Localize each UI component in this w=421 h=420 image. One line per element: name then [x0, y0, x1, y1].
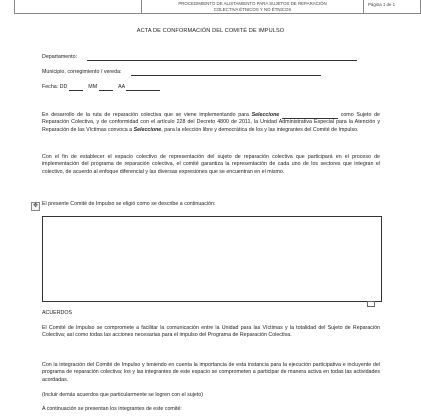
header-procedure-line1: PROCEDIMIENTO DE ALISTAMIENTO PARA SUJETOS DE REPARACIÓN — [178, 1, 327, 6]
header-procedure-cell — [142, 0, 364, 13]
field-departamento — [42, 54, 357, 61]
field-aa-line[interactable] — [126, 85, 160, 91]
header-table — [14, 0, 421, 14]
paragraph-fin: Con el fin de establecer el espacio colectivo de representación del sujeto de reparación colectiva que participará en el proceso de implementación del programa de reparación colectiva, el comité garantiza la representación de cada uno de los sectores que integran el colectivo, de acuerdo al enfoque diferencial y las diversas expresiones que se encuentran en el mismo. — [42, 154, 380, 175]
acuerdo-4: A continuación se presentan los integrantes de este comité: — [42, 406, 182, 412]
field-municipio-label: Municipio, corregimiento / vereda: — [42, 69, 122, 75]
page-title: ACTA DE CONFORMACIÓN DEL COMITÉ DE IMPULSO — [136, 28, 285, 34]
header-page-number: Página 1 de 1 — [368, 2, 396, 7]
paragraph-intro-part3: , para la elección libre y democrática de los y las integrantes del Comité de Impulso. — [161, 126, 359, 133]
paragraph-intro — [42, 112, 380, 134]
acuerdo-3: (Incluir demás acuerdos que particularmente se logren con el sujeto) — [42, 392, 204, 398]
select-sujeto-field[interactable]: Seleccione — [251, 112, 280, 118]
field-aa-label: AA — [118, 84, 125, 90]
table-resize-handle[interactable] — [367, 301, 375, 307]
field-fecha-label: Fecha: DD — [42, 84, 68, 90]
field-dd-line[interactable] — [69, 85, 83, 91]
header-procedure-line2: COLECTIVA ÉTNICOS Y NO ÉTNICOS — [213, 6, 292, 12]
acuerdos-heading: ACUERDOS — [42, 310, 73, 316]
acuerdo-2: Con la integración del Comité de Impulso y teniendo en cuenta la importancia de esta instancia para la ejecución participativa e incluyente del programa de reparación colectiva; los y las integrantes de este espacio se comprometen a participar de manera activa en todas las actividades acordadas. — [42, 362, 380, 383]
table-move-handle-icon[interactable]: ✥ — [32, 203, 39, 209]
field-fecha — [42, 84, 160, 91]
election-description-box[interactable] — [42, 216, 382, 302]
field-departamento-line[interactable] — [87, 55, 357, 61]
field-departamento-label: Departamento: — [42, 54, 78, 60]
field-municipio — [42, 69, 321, 76]
field-mm-label: MM — [88, 84, 98, 90]
paragraph-intro-part1: En desarrollo de la ruta de reparación colectiva que se viene implementando para — [42, 112, 249, 118]
acuerdo-1: El Comité de Impulso se compromete a facilitar la comunicación entre la Unidad para las Víctimas y la totalidad del Sujeto de Reparación Colectiva; así como todas las acciones necesarias para el impulso del Programa de Reparación Colectiva. — [42, 325, 380, 339]
paragraph-eligio: El presente Comité de Impulso se eligió como se describe a continuación: — [42, 201, 216, 207]
field-mm-line[interactable] — [99, 85, 113, 91]
header-logo-cell — [15, 0, 142, 13]
field-municipio-line[interactable] — [131, 70, 321, 76]
select-convoca-field[interactable]: Seleccione — [133, 126, 162, 133]
paragraph-intro-part2: como Sujeto de Reparación Colectiva, y de conformidad con el artículo 228 del Decreto 4800 de 2011, la Unidad Administrativa Especial para la Atención y Reparación de las Víctimas convoca a — [42, 112, 380, 133]
